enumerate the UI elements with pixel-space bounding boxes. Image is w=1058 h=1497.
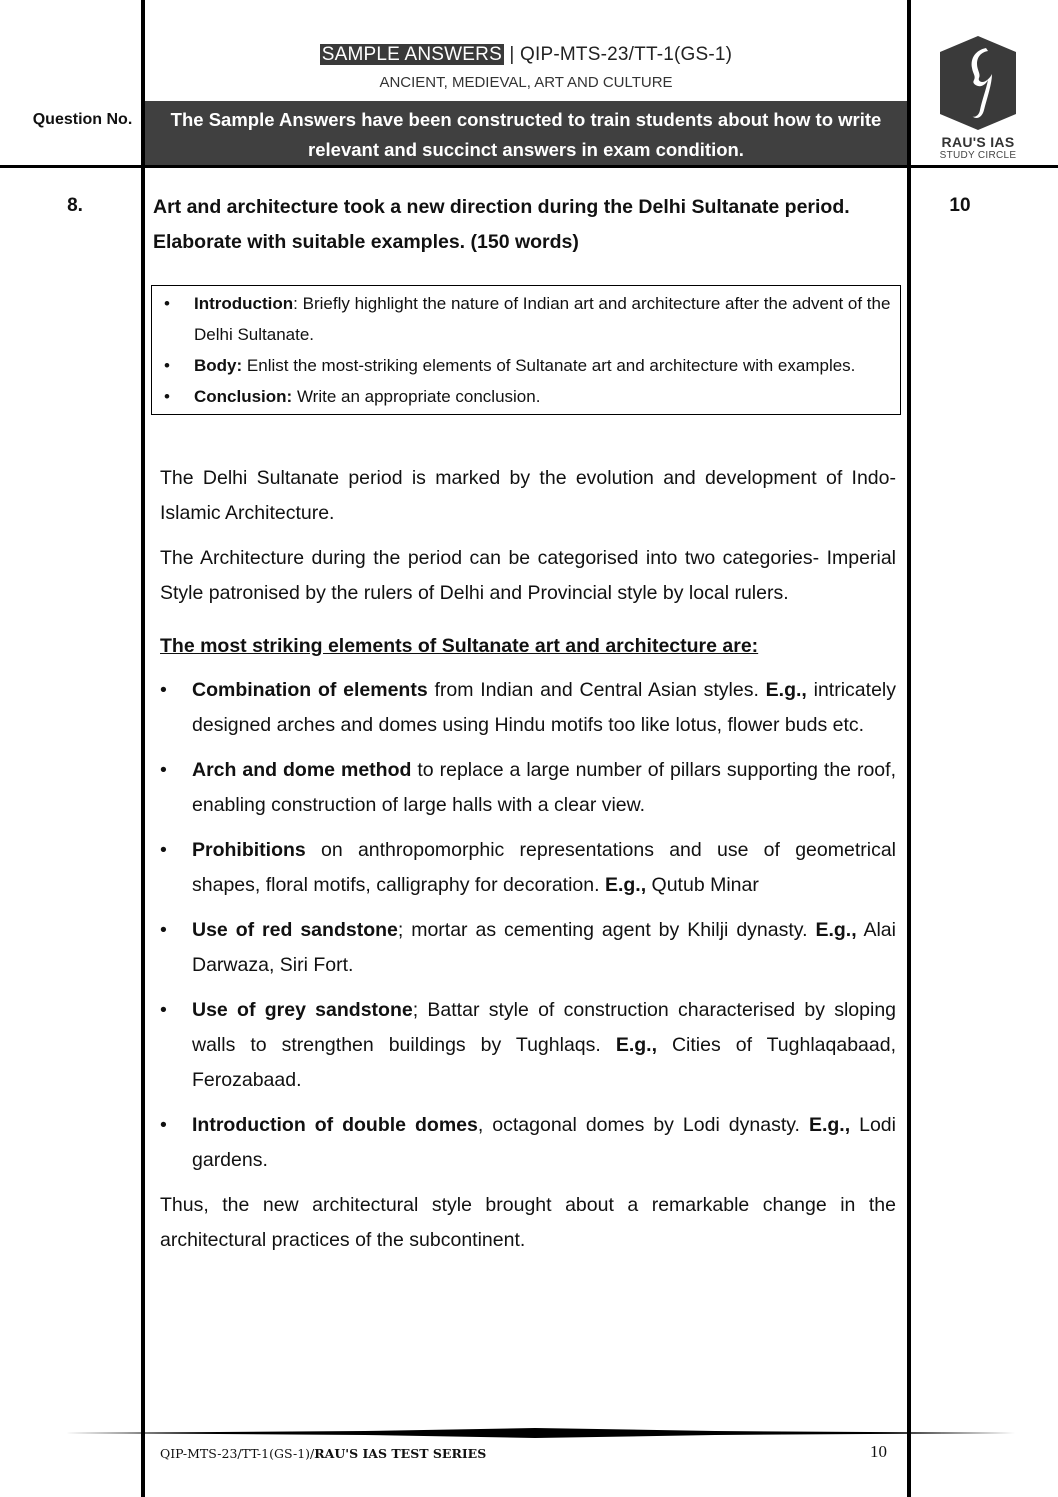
point-example: intricately designed arches and domes using Hindu motifs too like lotus, flower buds etc.	[192, 679, 896, 736]
subject-title: ANCIENT, MEDIEVAL, ART AND CULTURE	[379, 74, 673, 91]
guideline-text: Write an appropriate conclusion.	[292, 387, 541, 406]
sample-answers-badge: SAMPLE ANSWERS	[321, 44, 502, 65]
answer-point	[160, 1108, 896, 1178]
answer-point	[160, 993, 896, 1098]
guideline-label: Introduction	[194, 294, 294, 313]
footer-series-name: RAU'S IAS TEST SERIES	[314, 1446, 487, 1461]
footer-series	[160, 1446, 486, 1461]
footer-decorative-rule	[65, 1428, 1015, 1438]
footer-code: QIP-MTS-23/TT-1(GS-1)/	[160, 1446, 315, 1461]
point-keyword: Use of grey sandstone	[192, 999, 413, 1021]
point-keyword: Prohibitions	[192, 839, 306, 861]
point-keyword: Combination of elements	[192, 679, 428, 701]
answer-point	[160, 913, 896, 983]
point-text: from Indian and Central Asian styles.	[427, 679, 766, 701]
point-keyword: Introduction of double domes	[192, 1114, 478, 1136]
test-code: QIP-MTS-23/TT-1(GS-1)	[520, 44, 733, 65]
guideline-text: Briefly highlight the nature of Indian art and architecture after the advent of the Delhi Sultanate.	[194, 294, 891, 344]
guideline-sep: :	[293, 294, 298, 313]
point-text: ; mortar as cementing agent by Khilji dynasty.	[397, 919, 816, 941]
point-keyword: Arch and dome method	[192, 759, 412, 781]
answer-guidelines-box	[151, 285, 901, 415]
point-eg: E.g.,	[615, 1034, 657, 1056]
point-example: Cities of Tughlaqabaad, Ferozabaad.	[192, 1034, 897, 1091]
point-eg: E.g.,	[815, 919, 857, 941]
answer-point	[160, 753, 896, 823]
raus-ias-face-logo-icon	[936, 34, 1020, 132]
page-number: 10	[870, 1442, 887, 1461]
header-bottom-rule	[0, 165, 1058, 168]
point-example: Qutub Minar	[646, 874, 759, 896]
answer-points-list	[160, 673, 896, 1178]
point-text: on anthropomorphic representations and use of geometrical shapes, floral motifs, calligraphy for decoration.	[192, 839, 896, 896]
question-text: Art and architecture took a new direction during the Delhi Sultanate period. Elaborate with suitable examples. (150 words)	[153, 196, 850, 253]
point-example: Alai Darwaza, Siri Fort.	[192, 919, 896, 976]
point-text: to replace a large number of pillars supporting the roof, enabling construction of large halls with a clear view.	[192, 759, 896, 816]
guideline-item	[162, 288, 892, 350]
point-eg: E.g.,	[765, 679, 807, 701]
question-no-column-header: Question No.	[32, 111, 133, 128]
guideline-label: Body:	[194, 356, 243, 375]
point-text: , octagonal domes by Lodi dynasty.	[477, 1114, 809, 1136]
answer-point	[160, 833, 896, 903]
answer-point	[160, 673, 896, 743]
guideline-label: Conclusion:	[194, 387, 293, 406]
point-text: ; Battar style of construction characterised by sloping walls to strengthen buildings by Tughlaqs.	[192, 999, 897, 1056]
guideline-item	[162, 350, 892, 381]
point-example: Lodi gardens.	[192, 1114, 896, 1171]
answer-intro-paragraph: The Delhi Sultanate period is marked by the evolution and development of Indo-Islamic Architecture.	[160, 467, 896, 524]
question-number: 8.	[67, 195, 83, 216]
header-title	[145, 44, 907, 66]
instruction-banner: The Sample Answers have been constructed to train students about how to write relevant and succinct answers in exam condition.	[145, 101, 907, 165]
logo-name: RAU'S IAS	[941, 134, 1015, 150]
point-eg: E.g.,	[604, 874, 647, 896]
answer-categories-paragraph: The Architecture during the period can be categorised into two categories- Imperial Style patronised by the rulers of Delhi and Provincial style by local rulers.	[160, 547, 896, 604]
point-eg: E.g.,	[808, 1114, 851, 1136]
answer-subheading: The most striking elements of Sultanate art and architecture are:	[160, 635, 759, 657]
answer-body	[160, 461, 896, 1268]
guideline-text: Enlist the most-striking elements of Sultanate art and architecture with examples.	[242, 356, 856, 375]
left-column-divider	[141, 0, 145, 1497]
raus-ias-logo	[926, 34, 1030, 161]
header-separator: |	[503, 44, 521, 65]
guideline-item	[162, 381, 892, 412]
logo-tagline: STUDY CIRCLE	[939, 150, 1017, 161]
point-keyword: Use of red sandstone	[192, 919, 398, 941]
question-marks: 10	[949, 195, 971, 216]
right-column-divider	[907, 0, 911, 1497]
answer-conclusion: Thus, the new architectural style brought about a remarkable change in the architectural practices of the subcontinent.	[160, 1194, 896, 1251]
